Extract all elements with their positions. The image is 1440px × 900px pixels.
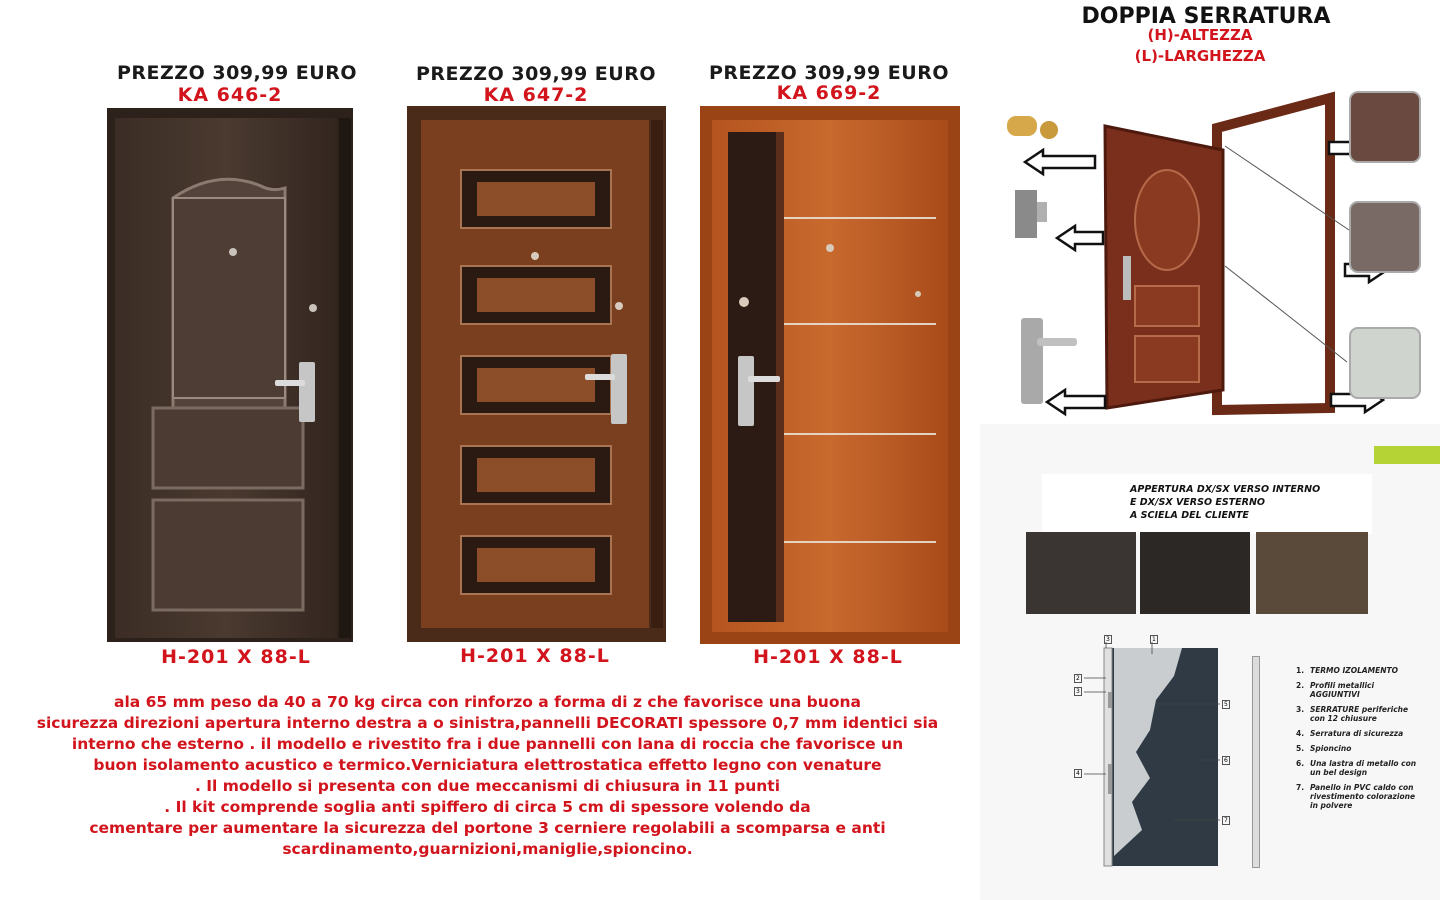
- callout-7: 7: [1224, 817, 1228, 824]
- width-label: (L)-LARGHEZZA: [1134, 47, 1266, 65]
- callout-5: 5: [1224, 701, 1228, 708]
- callout-3-top: 3: [1106, 636, 1110, 643]
- door-1-code: KA 646-2: [177, 84, 283, 106]
- legend-item-2: 2. Profili metallici AGGIUNTIVI: [1296, 681, 1375, 699]
- door-edge-profile: [1252, 656, 1260, 868]
- legend-item-1: 1. TERMO IZOLAMENTO: [1296, 666, 1399, 675]
- legend-item-7: 7. Panello in PVC caldo con rivestimento colorazione in polvere: [1296, 783, 1416, 810]
- callout-3: 3: [1076, 688, 1080, 695]
- door-2-price: PREZZO 309,99 EURO: [416, 63, 656, 85]
- callout-6: 6: [1224, 757, 1228, 764]
- legend-item-4: 4. Serratura di sicurezza: [1296, 729, 1404, 738]
- door-1-image: [107, 108, 353, 642]
- accent-bar: [1374, 446, 1440, 464]
- door-3-dimensions: H-201 X 88-L: [753, 646, 903, 668]
- right-panel-title: DOPPIA SERRATURA: [1081, 4, 1331, 29]
- description-line-7: cementare per aumentare la sicurezza del portone 3 cerniere regolabili a scomparsa e anti: [89, 819, 886, 837]
- legend-item-3: 3. SERRATURE periferiche con 12 chiusure: [1296, 705, 1409, 723]
- door-3-code: KA 669-2: [776, 82, 882, 104]
- door-3-image: [700, 106, 960, 644]
- description-line-1: ala 65 mm peso da 40 a 70 kg circa con rinforzo a forma di z che favorisce una buona: [114, 693, 861, 711]
- door-1-dimensions: H-201 X 88-L: [161, 646, 311, 668]
- door-2-dimensions: H-201 X 88-L: [460, 645, 610, 667]
- door-section-diagram: [1070, 634, 1250, 870]
- open-door-diagram: [985, 70, 1440, 422]
- peephole-icon: [1007, 116, 1058, 139]
- opening-text-line-3: A SCIELA DEL CLIENTE: [1130, 510, 1249, 521]
- callout-2: 2: [1076, 675, 1080, 682]
- threshold-photo: [1256, 532, 1368, 614]
- description-line-8: scardinamento,guarnizioni,maniglie,spioncino.: [282, 840, 693, 858]
- lock-body-icon: [1015, 190, 1047, 238]
- specs-legend: [1296, 666, 1436, 816]
- height-label: (H)-ALTEZZA: [1147, 26, 1253, 44]
- handle-icon: [1021, 318, 1077, 404]
- door-2-image: [407, 106, 666, 642]
- hinge-detail-photo: [1350, 92, 1420, 162]
- seal-detail-photo: [1350, 328, 1420, 398]
- product-description: [20, 692, 955, 860]
- opening-text-line-1: APPERTURA DX/SX VERSO INTERNO: [1130, 484, 1321, 495]
- door-2-code: KA 647-2: [483, 84, 589, 106]
- callout-1: 1: [1152, 636, 1156, 643]
- lock-photo-1: [1026, 532, 1136, 614]
- opening-text-line-2: E DX/SX VERSO ESTERNO: [1130, 497, 1265, 508]
- callout-4: 4: [1076, 770, 1080, 777]
- description-line-5: . Il modello si presenta con due meccanismi di chiusura in 11 punti: [194, 777, 781, 795]
- description-line-2: sicurezza direzioni apertura interno destra a o sinistra,pannelli DECORATI spessore 0,7 mm identici sia: [36, 714, 939, 732]
- legend-item-6: 6. Una lastra di metallo con un bel design: [1296, 759, 1417, 777]
- lock-plate-detail-photo: [1350, 202, 1420, 272]
- description-line-3: interno che esterno . il modello e rivestito fra i due pannelli con lana di roccia che favorisce un: [71, 735, 904, 753]
- door-1-price: PREZZO 309,99 EURO: [117, 62, 357, 84]
- door-3-price: PREZZO 309,99 EURO: [709, 62, 949, 84]
- description-line-4: buon isolamento acustico e termico.Verniciatura elettrostatica effetto legno con venature: [93, 756, 882, 774]
- lock-photo-2: [1140, 532, 1250, 614]
- description-line-6: . Il kit comprende soglia anti spiffero di circa 5 cm di spessore volendo da: [164, 798, 811, 816]
- legend-item-5: 5. Spioncino: [1296, 744, 1352, 753]
